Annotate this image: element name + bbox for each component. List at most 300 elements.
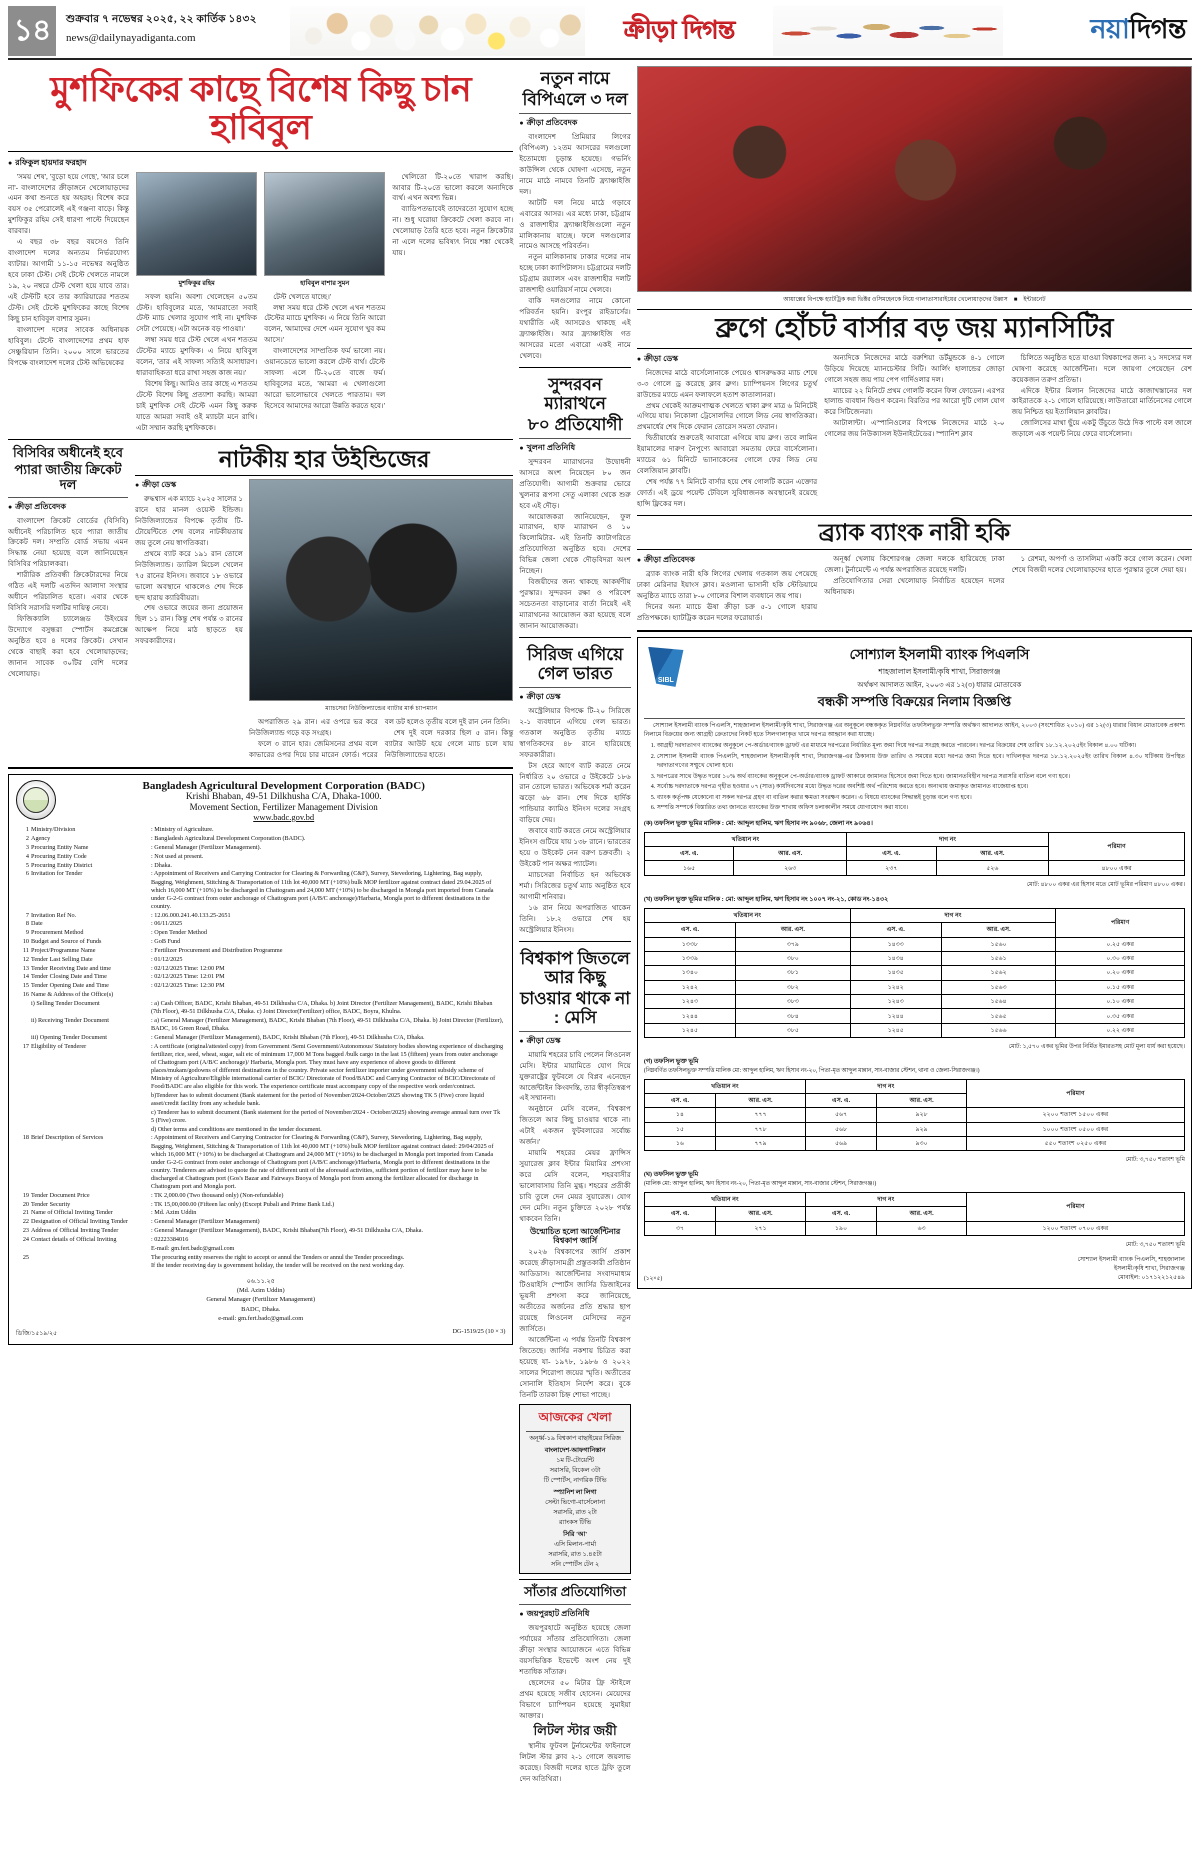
- signature-email: e-mail: gm.fert.badc@gmail.com: [218, 1314, 304, 1322]
- table-cell: ৩৮৪: [736, 1009, 851, 1023]
- table-cell: ১৫৬৬: [941, 1023, 1056, 1037]
- ucl-byline: ● ক্রীড়া ডেস্ক: [637, 353, 817, 366]
- col-head: খতিয়ান নং: [644, 832, 846, 846]
- table-cell: ২৭১: [716, 1221, 806, 1235]
- publication-date: শুক্রবার ৭ নভেম্বর ২০২৫, ২২ কার্তিক ১৪৩২: [66, 14, 257, 25]
- table-header-row: [644, 908, 1184, 922]
- date-block: [56, 6, 286, 56]
- page-content: [0, 60, 1200, 1792]
- col-subhead: এস. এ.: [847, 847, 937, 861]
- col-subhead: আর. এস.: [734, 847, 847, 861]
- tender-row-number: 14: [22, 973, 29, 981]
- table-row: [644, 995, 1184, 1009]
- paragraph: টেস্ট খেলতে যাচ্ছে।': [273, 292, 332, 301]
- paragraph: চিলিতে অনুষ্ঠিত হতে যাওয়া বিশ্বকাপের জন্য ২১ সদস্যের দল ঘোষণা করেছে আর্জেন্টিনা। দলে জায়গা পেয়েছেন বেশ কয়েকজন তরুণ প্রতিভা।: [1011, 353, 1192, 384]
- tender-signature: [16, 1277, 505, 1323]
- tender-row-label: Agency: [31, 835, 51, 843]
- table-cell: ৫৬৮: [805, 1122, 876, 1136]
- paragraph: বিশেষ কিছু। আমিও তার কাছে এ শততম টেস্টে বিশেষ কিছু প্রত্যাশা করছি। আমরা চাই মুশফিক সেই টেস্টে এমন কিছু করুক যাতে আমরা সবাই ওই ম্যাচটা মনে রাখি। এটা সম্মান করছি মুশফিককে।: [136, 380, 258, 432]
- table-cell: ২২০০ শতাংশ ১৫০০ একর: [966, 1108, 1184, 1122]
- marathon-headline-1: সুন্দরবন ম্যারাথনে: [544, 374, 606, 413]
- list-item: 6. সম্পত্তি সম্পর্কে বিস্তারিত তথ্য জানতে ব্যাংকের উক্ত শাখায় অফিস চলাকালীন সময়ে যোগাযোগ করা যাবে।: [657, 804, 1185, 813]
- tender-row: [16, 991, 505, 1000]
- left-column-block: [8, 66, 513, 1784]
- paragraph: দিনের অন্য ম্যাচে ঊষা ক্রীড়া চক্র ৫-১ গোলে হারায় প্রতিপক্ষকে। হ্যাটট্রিক করেন দলের ফরোয়ার্ড।: [636, 602, 818, 622]
- paragraph: ব্র্যাক ব্যাংক নারী হকি লিগের খেলায় গতকাল জয় পেয়েছে ঢাকা মেরিনার ইয়াংস ক্লাব। মওলানা ভাসানী হকি স্টেডিয়ামে অনুষ্ঠিত ম্যাচে তারা ৮-০ গোলের বিশাল ব্যবধানে জয় পায়।: [636, 570, 818, 601]
- paragraph: আটটি দল নিয়ে মাঠে গড়াবে এবারের আসর। এর মধ্যে ঢাকা, চট্টগ্রাম ও রাজশাহীর ফ্র্যাঞ্চাইজিগুলো নতুন মালিকানায় যাচ্ছে। ফলে দলগুলোর নামেও আসছে পরিবর্তন।: [519, 198, 631, 251]
- tender-row: [16, 1244, 505, 1253]
- tender-row-label: Tender Document Price: [31, 1191, 90, 1199]
- india-headline: সিরিজ এগিয়ে গেল ভারত: [527, 644, 624, 683]
- marathon-headline-2: ৮০ প্রতিযোগী: [527, 414, 623, 434]
- table-cell: ৫৬৭: [805, 1108, 876, 1122]
- section-divider: [8, 767, 513, 769]
- hockey-byline: ● ক্রীড়া প্রতিবেদক: [637, 554, 817, 567]
- paragraph: টস হেরে আগে ব্যাট করতে নেমে নির্ধারিত ২০ ওভারে ৫ উইকেটে ১৮৬ রান তোলে ভারত। অভিষেক শর্মা করেন ঝড়ো ৬৮ রান। শেষ দিকে হার্দিক পান্ডিয়ার ক্যামিও ইনিংস দলের সংগ্রহ বাড়িয়ে দেয়।: [519, 761, 631, 825]
- paragraph: বাংলাদেশের সাম্প্রতিক ফর্ম ভালো নয়। ওয়ানডেতে ভালো করলে টেস্ট বার্থ। টেস্টে সাফল্য এলে টি-২০তে বাজে ফর্ম। হাবিবুলের মতে, 'আমরা এ খেলাগুলো আরো ভালোভাবে খেলতে পারতাম। দল হিসেবে আমাদের আরো উন্নতি করতে হবে।': [264, 347, 386, 410]
- windies-byline: ● ক্রীড়া ডেস্ক: [135, 479, 243, 492]
- ucl-col-3: [1012, 353, 1192, 510]
- tender-row-number: 11: [23, 946, 29, 954]
- table-row: [644, 980, 1184, 994]
- col-subhead: আর. এস.: [877, 1207, 967, 1221]
- paragraph: দ্বিতীয়ার্ধের শুরুতেই আবারো এগিয়ে যায় ব্রুগ। তবে লামিন ইয়ামালের দারুণ নৈপুণ্যে আবারো সমতায় ফেরে বার্সেলোনা। ম্যাচের ৬১ মিনিটে ভ্যানাকেনের গোলে ফের লিড নেয় বেলজিয়ান ক্লাবটি।: [636, 434, 818, 476]
- table-header-row: [644, 1079, 1184, 1093]
- messi-byline: ● ক্রীড়া ডেস্ক: [519, 1035, 630, 1048]
- bcb-para-story: [8, 444, 128, 761]
- messi-story: [519, 946, 630, 1401]
- col-subhead: আর. এস.: [877, 1093, 967, 1107]
- tender-row-value: : 02/12/2025 Time: 12:01 PM: [151, 973, 225, 981]
- table-row: [644, 1009, 1184, 1023]
- table-cell: ৭৭৮: [716, 1122, 806, 1136]
- table-cell: ১৩৩৮: [644, 937, 735, 951]
- right-column-block: [637, 66, 1192, 1784]
- tender-row-label: Date: [31, 920, 43, 928]
- tender-row-label: Budget and Source of Funds: [31, 938, 102, 946]
- paragraph: নিজেদের মাঠে বার্সেলোনাকে পেয়েও শ্বাসরুদ্ধকর ম্যাচ শেষে ৩-৩ গোলে ড্র করেছে ক্লাব ব্রুগ। চ্যাম্পিয়নস লিগের চতুর্থ রাউন্ডের ম্যাচে এমন ফলাফলে হতাশ কাতালানরা।: [636, 368, 818, 399]
- col-subhead: আর. এস.: [736, 923, 851, 937]
- tender-row-number: [16, 1091, 31, 1108]
- table-cell: ১৪৩৩: [850, 937, 941, 951]
- tender-row-value: : Md. Azim Uddin: [151, 1209, 197, 1217]
- tender-row-value: E-mail: gm.fert.badc@gmail.com: [151, 1244, 235, 1252]
- col-subhead: এস. এ.: [644, 847, 734, 861]
- table-cell: ০.১০ একর: [1056, 995, 1185, 1009]
- paragraph: জবাবে ব্যাট করতে নেমে অস্ট্রেলিয়ার ইনিংস গুটিয়ে যায় ১৩৮ রানে। ভারতের হয়ে ৩ উইকেট নেন বরুণ চক্রবর্তী। ২ উইকেট পান অক্ষর প্যাটেল।: [519, 827, 631, 869]
- paper-logo-part2: দিগন্ত: [1129, 13, 1186, 44]
- auction-table-1: [644, 832, 1185, 876]
- messi-headline-1: বিশ্বকাপ জিতলে আর কিছু: [520, 948, 630, 987]
- tender-row-label: [31, 1125, 151, 1134]
- table-cell: ১৪৩৪: [850, 951, 941, 965]
- paragraph: অনুষ্ঠানে মেসি বলেন, 'বিশ্বকাপ জিতলে আর কিছু চাওয়ার থাকে না। এটাই একজন ফুটবলারের সর্বোচ্চ অর্জন।': [519, 1105, 631, 1147]
- auction-table-3-title: (গ) তফসিল ভুক্ত ভূমি: [643, 1058, 699, 1066]
- paragraph: ম্যাচসেরা নির্বাচিত হন অভিষেক শর্মা। সিরিজের চতুর্থ ম্যাচ অনুষ্ঠিত হবে আগামী শনিবার।: [519, 870, 631, 901]
- lead-col-2: [136, 172, 257, 434]
- sibl-sign-phone: মোবাইল: ০১৭১২২১২৫৪৯: [1117, 1275, 1185, 1282]
- table-cell: ১৪: [644, 1108, 715, 1122]
- table-cell: ৫২৬: [936, 861, 1049, 875]
- paragraph: ফলে ৩ রানে হার। জেমিসনের প্রথম বলে কাভারের ওপর দিয়ে চার মারেন ফোর্ড। পরের বল ডট হলেও তৃতীয় বলে দুই রান নেন তিনি।: [249, 718, 510, 759]
- tender-row-value: : TK 2,000.00 (Two thousand only) (Non-refundable): [151, 1191, 284, 1199]
- tender-row-number: 19: [22, 1191, 29, 1199]
- tender-division: Movement Section, Fertilizer Management Division: [189, 801, 378, 812]
- tender-row-number: 1: [25, 826, 29, 834]
- tender-address: Krishi Bhaban, 49-51 Dilkhusha C/A, Dhaka-1000.: [185, 791, 382, 802]
- lead-story: [8, 66, 513, 434]
- tender-row-number: 17: [22, 1042, 29, 1050]
- ucl-col-1: [637, 353, 817, 510]
- auction-table-4: [644, 1192, 1185, 1236]
- paragraph: আয়োজকরা জানিয়েছেন, ফুল ম্যারাথন, হাফ ম্যারাথন ও ১০ কিলোমিটার- এই তিনটি ক্যাটাগরিতে প্রতিযোগিতা অনুষ্ঠিত হবে। দেশের বিভিন্ন জেলা থেকে দৌড়বিদরা অংশ নিচ্ছেন।: [519, 512, 631, 576]
- game-line: সনি স্পোর্টস টেন ২: [551, 1560, 600, 1568]
- col-subhead: এস. এ.: [805, 1093, 876, 1107]
- tender-row-number: 12: [22, 955, 29, 963]
- badc-logo-icon: [16, 780, 56, 820]
- tender-row-number: 2: [25, 835, 29, 843]
- paragraph: অস্ট্রেলিয়ার বিপক্ষে টি-২০ সিরিজে ২-১ ব্যবধানে এগিয়ে গেল ভারত। গতকাল অনুষ্ঠিত তৃতীয় ম্যাচে স্বাগতিকদের ৪৮ রানে হারিয়েছে সফরকারীরা।: [519, 706, 631, 759]
- tender-row-label: Invitation for Tender: [31, 870, 83, 878]
- paragraph: মায়ামি শহরের চাবি পেলেন লিওনেল মেসি। ইন্টার মায়ামিতে যোগ দিয়ে যুক্তরাষ্ট্রের ফুটবলে যে বিপ্লব এনেছেন আর্জেন্টাইন কিংবদন্তি, তার স্বীকৃতিস্বরূপ এই সম্মাননা।: [519, 1050, 631, 1103]
- game-line: র‍্যাংকস টিভি: [559, 1518, 592, 1526]
- tender-row: [16, 911, 505, 920]
- paragraph: প্রথম থেকেই আক্রমণাত্মক খেলতে থাকা ব্রুগ মাত্র ৬ মিনিটেই এগিয়ে যায়। নিকোলা ট্রেসোলদির গোলে লিড নেয় স্বাগতিকরা। প্রথমার্ধের শেষ দিকে ফেরান তোরেস সমতা ফেরান।: [636, 401, 818, 432]
- tender-row: [16, 947, 505, 956]
- paragraph: বাংলাদেশ প্রিমিয়ার লিগের (বিপিএল) ১২তম আসরের দলগুলো ইতোমধ্যে চূড়ান্ত হয়েছে। গভর্নিং কাউন্সিল থেকে ঘোষণা এসেছে, নতুন নামে মাঠে নামবে তিনটি ফ্র্যাঞ্চাইজি দল।: [519, 133, 631, 196]
- football-photo-caption-row: [637, 292, 1192, 305]
- signature-org: BADC, Dhaka.: [241, 1305, 281, 1313]
- table-cell: ১৬: [644, 1137, 715, 1151]
- tender-row-value: : 12.06.000.241.40.133.25-2651: [151, 911, 231, 919]
- game-line: সরাসরি, রাত ২টা: [553, 1508, 597, 1516]
- paragraph: শারীরিক প্রতিবন্ধী ক্রিকেটারদের নিয়ে গঠিত এই দলটি এতদিন আলাদা সংস্থার অধীনে পরিচালিত হতো। এবার থেকে বিসিবি সরাসরি দলটির দায়িত্ব নেবে।: [8, 571, 128, 613]
- tender-row-label: Brief Description of Services: [31, 1134, 104, 1142]
- tender-row-value: : Open Tender Method: [151, 929, 207, 937]
- tender-row: [16, 982, 505, 991]
- tender-row-value: : General Manager (Fertilizer Management), BADC, Krishi Bhaban(7th Floor), 49-51 Dilkhusha C/A, Dhaka.: [151, 1227, 424, 1235]
- table-cell: ০.২২ একর: [1056, 1023, 1185, 1037]
- game-line: ১ম টি-টোয়েন্টি: [556, 1457, 595, 1465]
- tender-row: [16, 1042, 505, 1091]
- paragraph: ব্যাডিপতভাবেই তাদেরতো সুযোগ হচ্ছে না। শুধু ঘরোয়া ক্রিকেটে খেলা করবে না। খেলোয়াড় তৈরি হতে হবে। নতুন ক্রিকেটার না এলে দলের ভবিষ্যৎ নিয়ে শঙ্কা থেকেই যায়।: [392, 205, 514, 258]
- tender-row-value: : GoB Fund: [151, 938, 181, 946]
- table-cell: ৬৩: [877, 1221, 967, 1235]
- swim-headline: সাঁতার প্রতিযোগিতা: [524, 1584, 627, 1600]
- table-cell: ১৬৫: [644, 861, 734, 875]
- paragraph: বিজয়ীদের জন্য থাকছে আকর্ষণীয় পুরস্কার। সুন্দরবন রক্ষা ও পরিবেশ সচেতনতা বাড়ানোর বার্তা নিয়েই এই ম্যারাথনের আয়োজন করা হয়েছে বলে জানান আয়োজকরা।: [519, 578, 631, 630]
- tender-row-number: 25: [22, 1253, 29, 1261]
- table-cell: ১২৪৩: [644, 995, 735, 1009]
- tender-row: [16, 1209, 505, 1218]
- bcb-para-byline: ● ক্রীড়া প্রতিবেদক: [8, 501, 128, 514]
- tender-row-label: [31, 1262, 151, 1271]
- tender-row-number: 3: [25, 843, 29, 851]
- paragraph: বাংলাদেশ দলের সাবেক অধিনায়ক হাবিবুল। টেস্টে বাংলাদেশের প্রথম হাফ সেঞ্চুরিয়ান তিনি। ২০০০ সালে ভারতের বিপক্ষে বাংলাদেশ দলের টেস্ট অভিষেকের: [8, 325, 130, 367]
- tender-row: [16, 1191, 505, 1200]
- table-cell: ১৩৪০: [644, 966, 735, 980]
- tender-ref-english: DG-1519/25 (10 × 3): [452, 1328, 506, 1336]
- sibl-signature: [1078, 1256, 1185, 1283]
- col-subhead: আর. এস.: [716, 1093, 806, 1107]
- hockey-col-3: [1012, 554, 1192, 624]
- game-line: অনূর্ধ্ব-১৯ বিশ্বকাপ বাছাইয়ের সিরিজ: [529, 1435, 621, 1443]
- sibl-sign-org: সোশ্যাল ইসলামী ব্যাংক পিএলসি, শাহজালাল: [1077, 1256, 1185, 1263]
- col-head: খতিয়ান নং: [644, 1079, 805, 1093]
- tender-row: [16, 1235, 505, 1244]
- tender-row-value: : Fertilizer Procurement and Distribution Programme: [151, 946, 283, 954]
- col-head: পরিমাণ: [1049, 832, 1185, 861]
- tender-row-number: 13: [22, 964, 29, 972]
- page-number: ১৪: [8, 6, 56, 56]
- tender-row-number: [16, 1033, 31, 1042]
- athletes-banner-image: [773, 6, 1003, 56]
- tender-row: [16, 861, 505, 870]
- tender-row-value: : 01/12/2025: [151, 955, 183, 963]
- tender-row-value: The procuring entity reserves the right to accept or annul the Tenders or annul the Tender proceedings.: [151, 1253, 405, 1261]
- tender-row-number: 4: [25, 852, 29, 860]
- list-item: 3. দরপত্রের সাথে উদ্ধৃত দরের ১০% অর্থ ব্যাংকের অনুকূলে পে-অর্ডার/ব্যাংক ড্রাফট আকারে জামানত হিসেবে জমা দিতে হবে। জামানতবিহীন দরপত্র সরাসরি বাতিল বলে গণ্য হবে।: [657, 773, 1185, 782]
- tender-row-value: : Dhaka.: [151, 861, 172, 869]
- table-cell: ১৪৩৫: [850, 966, 941, 980]
- signature-title: General Manager (Fertilizer Management): [206, 1296, 316, 1304]
- lead-col-3: [264, 172, 385, 434]
- table-cell: ৩৭৯: [736, 937, 851, 951]
- windies-story: [135, 444, 513, 761]
- table-cell: ১৫: [644, 1122, 715, 1136]
- tender-details-table: [16, 826, 505, 1271]
- tender-row-label: Name & Address of the Office(s): [31, 991, 114, 999]
- tender-row-label: Procuring Entity District: [31, 861, 93, 869]
- tender-row: [16, 920, 505, 929]
- tender-row: [16, 1091, 505, 1108]
- tender-row-number: 23: [22, 1227, 29, 1235]
- tender-row: [16, 1227, 505, 1236]
- table-cell: ০.৩০ একর: [1056, 951, 1185, 965]
- todays-games-title: আজকের খেলা: [538, 1410, 612, 1425]
- tender-row-number: 21: [22, 1209, 29, 1217]
- auction-table-4-note-top: (মালিক মো: আব্দুল হালিম, ঋণ হিসাব নং-২০, পিতা-মৃত আব্দুল মান্নান, সাং-বাজার স্টেশন, সিরাজগঞ্জ।): [643, 1181, 877, 1188]
- col-head: পরিমাণ: [966, 1079, 1184, 1108]
- paper-logo-part1: নয়া: [1090, 13, 1130, 44]
- table-row: [644, 966, 1184, 980]
- tender-row-label: Name of Official Inviting Tender: [31, 1209, 113, 1217]
- tender-row-label: Tender Opening Date and Time: [31, 982, 109, 990]
- windies-headline: নাটকীয় হার উইন্ডিজের: [218, 445, 430, 472]
- lead-col-1: [8, 172, 129, 434]
- paragraph: বাকি দলগুলোর নামে কোনো পরিবর্তন হয়নি। রংপুর রাইডার্সের। যথারীতি এই আসরেও থাকছে এই ফ্র্যাঞ্চাইজি। আর ফ্র্যাঞ্চাইজি গত আসরের মতো এবারো একই নামে খেলবে।: [519, 297, 631, 360]
- table-row: [644, 1221, 1184, 1235]
- table-row: [644, 1023, 1184, 1037]
- table-cell: ৩৮৫: [736, 1023, 851, 1037]
- table-row: [644, 937, 1184, 951]
- tender-row-label: Ministry/Division: [31, 826, 76, 834]
- hockey-body-columns: [637, 554, 1192, 624]
- windies-photo-caption: ম্যাচসেরা নিউজিল্যান্ডের ব্যাটার মার্ক চ্যাপম্যান: [325, 705, 438, 713]
- tender-row: [16, 929, 505, 938]
- paragraph: শেষ পর্যন্ত ৭৭ মিনিটে বার্সার হয়ে শেষ গোলটি করেন এক্তোর ফোর্ত। এই ড্রয়ে পয়েন্ট টেবিলে সুবিধাজনক অবস্থানেই রয়েছে হান্সি ফ্লিকের দল।: [636, 478, 818, 508]
- tender-row-value: : a) Cash Officer, BADC, Krishi Bhaban, 49-51 Dilkhusha C/A, Dhaka. b) Joint Director (Fertilizer Management), BADC, Krishi Bhaban (7th Floor), 49-51 Dilkhusha C/A, Dhaka. c) Joint Director(Fertilizer) office, BADC, Boyra, Khulna.: [151, 999, 493, 1016]
- table-cell: ৯৩০: [877, 1137, 967, 1151]
- table-cell: ১২৪২: [850, 980, 941, 994]
- auction-table-2-note: মোট: ১,৫৭০ একর ভূমির উপর নির্মিত ইমারতসহ মোট মূল্য ধার্য করা হয়েছে।: [1008, 1044, 1185, 1051]
- col-head: দাগ নং: [805, 1192, 966, 1206]
- tender-row: [16, 1200, 505, 1209]
- table-cell: ৫৫০ শতাংশ ০২৫০ একর: [966, 1137, 1184, 1151]
- tender-row: [16, 938, 505, 947]
- col-subhead: এস. এ.: [644, 1207, 715, 1221]
- windies-col-left: [135, 479, 243, 761]
- tender-row: [16, 1218, 505, 1227]
- tender-row-number: 18: [22, 1134, 29, 1142]
- sports-balls-banner-image: [290, 6, 585, 56]
- lead-byline: ● রফিকুল হায়দার ফরহাদ: [8, 157, 513, 172]
- auction-table-1-title: (ক) তফসিল ভুক্ত ভূমির মালিক : মো: আব্দুল হালিম, ঋণ হিসাব নং ৯০৬৮, জেলা নং ৯০৬৪।: [643, 819, 873, 827]
- tender-row-value: : General Manager (Fertilizer Management).: [151, 843, 262, 851]
- table-cell: ৩৭: [644, 1221, 715, 1235]
- tender-row: [16, 1134, 505, 1191]
- tender-row: [16, 1108, 505, 1125]
- paragraph: শেষ ওভারে জয়ের জন্য প্রয়োজন ছিল ১১ রান। কিন্তু শেষ পর্যন্ত ৩ রানের আক্ষেপ নিয়ে মাঠ ছাড়তে হয় সফরকারীদের।: [135, 604, 243, 646]
- table-cell: ৩৮৩: [736, 995, 851, 1009]
- table-cell: ৯২৯: [877, 1122, 967, 1136]
- tender-row-number: 9: [25, 929, 29, 937]
- tender-row-number: [16, 1000, 31, 1017]
- tender-row-label: iii) Opening Tender Document: [31, 1033, 107, 1041]
- auction-table-3-note-top: (নিম্নবর্ণিত তফসিলভুক্ত সম্পত্তি মালিক মো: আব্দুল হালিম, ঋণ হিসাব নং-২০, পিতা-মৃত আব্দুল মান্নান, সাং-বাজার স্টেশন, থানা ও জেলা-সিরাজগঞ্জ।): [643, 1068, 980, 1075]
- tender-org-name: Bangladesh Agricultural Development Corporation (BADC): [142, 779, 425, 792]
- section-logo: ক্রীড়া দিগন্ত: [623, 15, 735, 44]
- list-item: 5. ব্যাংক কর্তৃপক্ষ যেকোনো বা সকল দরপত্র গ্রহণ বা বাতিল করার ক্ষমতা সংরক্ষণ করেন। এ বিষয়ে ব্যাংকের সিদ্ধান্তই চূড়ান্ত বলে গণ্য হবে।: [657, 794, 1185, 803]
- tender-row-value: : TK 15,00,000.00 (Fifteen lac only) (Except Pubali and Prime Bank Ltd.): [151, 1200, 335, 1208]
- tender-row-number: 10: [22, 938, 29, 946]
- tender-row-value: : Appointment of Receivers and Carrying Contractor for Clearing & Forwarding (C&F), Survey, Stevedoring, Lightering, Bag supply, Bagging, Weighment, Stitching & Transportation of 11th lot 40,000 MT (+10%) bulk MOP fertilizer against contract dated 29.04.2025 of which 16,000 MT (+10%) to be discharged in Chattogram and 24,000 MT (+10%) to be discharged in Mongla port imported from Canada under G-2-G contract from outer anchorage of Chattogram port (A/B/C anchorage)/Harbaria, Mongla port to different destinations in the country.: [151, 870, 494, 910]
- game-section-title: সিরি 'আ': [563, 1530, 588, 1538]
- col-head: দাগ নং: [805, 1079, 966, 1093]
- paragraph: লম্বা সময় ধরে টেস্ট খেলে এখন শততম টেস্টের ম্যাচে মুশফিক। এ নিয়ে তিনি আরো বলেন, 'আমাদের দেশে এমন সুযোগ খুব কম আসে।': [264, 303, 386, 345]
- tender-row-value: : 02/12/2025 Time: 12:30 PM: [151, 982, 225, 990]
- table-cell: ১৯০: [805, 1221, 876, 1235]
- tender-row: [16, 1125, 505, 1134]
- table-cell: ০.১৫ একর: [1056, 980, 1185, 994]
- bcb-para-headline-1: বিসিবির অধীনেই হবে: [13, 444, 123, 460]
- windies-photo-block: [249, 479, 513, 761]
- tender-row-number: 6: [25, 870, 29, 878]
- swim-byline: ● জয়পুরহাট প্রতিনিধি: [519, 1608, 630, 1621]
- bpl-byline: ● ক্রীড়া প্রতিবেদক: [519, 117, 630, 130]
- hockey-col-2: [824, 554, 1004, 624]
- paragraph: বাংলাদেশ ক্রিকেট বোর্ডের (বিসিবি) অধীনেই পরিচালিত হবে প্যারা জাতীয় ক্রিকেট দল। সম্প্রতি বোর্ড সভায় এমন সিদ্ধান্ত নেয়া হয়েছে বলে জানিয়েছেন বিসিবির পরিচালকরা।: [8, 516, 128, 569]
- paragraph: ১ রেশমা, অপর্ণা ও তাসলিমা একটি করে গোল করেন। খেলা শেষে বিজয়ী দলের খেলোয়াড়দের হাতে পুরস্কার তুলে দেয়া হয়।: [1011, 555, 1192, 575]
- table-cell: ০.৩৫ একর: [1056, 1009, 1185, 1023]
- table-row: [644, 1108, 1184, 1122]
- tender-row-label: Contact details of Official Inviting: [31, 1235, 117, 1243]
- tender-row-value: : 02223384016: [151, 1235, 189, 1243]
- tender-row-value: d) Other terms and conditions are mentioned in the tender document.: [151, 1125, 322, 1133]
- tender-row-label: [31, 1108, 151, 1125]
- marathon-byline: ● খুলনা প্রতিনিধি: [519, 442, 630, 455]
- auction-table-2-title: (খ) তফসিল ভুক্ত ভূমির মালিক : মো: আব্দুল হালিম, ঋণ হিসাব নং ১০০৭ নং-২১, কোড নং-১৪৩২: [643, 895, 889, 903]
- marathon-story: [519, 372, 630, 632]
- table-cell: ১২৪২: [644, 980, 735, 994]
- ucl-body-columns: [637, 353, 1192, 510]
- sibl-bank-name: সোশ্যাল ইসলামী ব্যাংক পিএলসি: [849, 645, 1030, 662]
- table-cell: ১৫৬০: [941, 937, 1056, 951]
- tender-row-number: 5: [25, 861, 29, 869]
- auction-table-3: [644, 1079, 1185, 1152]
- sibl-sign-branch: ইসলামী/কৃষি শাখা, সিরাজগঞ্জ: [1114, 1266, 1185, 1273]
- game-line: এসি মিলান-পার্মা: [554, 1540, 597, 1548]
- tender-row-value: : 02/12/2025 Time: 12:00 PM: [151, 964, 225, 972]
- col-subhead: এস. এ.: [805, 1207, 876, 1221]
- paragraph: সুন্দরবন ম্যারাথনের উদ্বোধনী আসরে অংশ নিয়েছেন ৮০ জন প্রতিযোগী। আগামী শুক্রবার ভোরে খুলনার রূপসা সেতু এলাকা থেকে শুরু হবে এই দৌড়।: [519, 457, 631, 510]
- lead-body-columns: [8, 172, 513, 434]
- portrait-habibul-photo: [264, 172, 385, 276]
- sibl-logo-icon: [644, 647, 688, 687]
- col-subhead: এস. এ.: [850, 923, 941, 937]
- table-cell: ০.২০ একর: [1056, 966, 1185, 980]
- tender-row-label: Invitation Ref No.: [31, 911, 77, 919]
- table-row: [644, 1122, 1184, 1136]
- table-cell: ৩৮০: [736, 951, 851, 965]
- paragraph: অনূর্ধ্ব খেলায় কিশোরগঞ্জ জেলা দলকে হারিয়েছে ঢাকা জেলা। টুর্নামেন্টে এ পর্যন্ত অপরাজিত রয়েছে দলটি।: [824, 555, 1005, 575]
- tender-row-number: 22: [22, 1218, 29, 1226]
- sibl-clause-list: [644, 742, 1185, 813]
- tender-row-label: i) Selling Tender Document: [31, 999, 100, 1007]
- signature-date: ০৬.১১.২৫: [246, 1277, 275, 1285]
- paragraph: লম্বা সময় ধরে টেস্ট খেলে এখন শততম টেস্টের ম্যাচে মুশফিক। এ নিয়ে হাবিবুল বলেন, 'তার এই সাফল্য সত্যিই অসাধারণ। ধারাবাহিকতা ধরে রাখা সহজ কাজ নয়।': [136, 336, 258, 378]
- table-cell: ১৫৬২: [941, 966, 1056, 980]
- tender-row-number: [16, 1244, 31, 1253]
- tender-row-number: 8: [25, 920, 29, 928]
- col-head: দাগ নং: [850, 908, 1056, 922]
- bpl-headline-1: নতুন নামে: [540, 69, 610, 88]
- todays-games-box: [519, 1404, 630, 1574]
- middle-column-block: [519, 66, 630, 1784]
- paragraph: অপরাজিত ২৯ রান। এর ওপরে ভর করে নিউজিল্যান্ড গড়ে বড় সংগ্রহ।: [249, 718, 378, 738]
- table-cell: ৯২৮: [877, 1108, 967, 1122]
- masthead: [0, 0, 1200, 56]
- tender-row: [16, 1016, 505, 1033]
- tender-row-label: Tender Last Selling Date: [31, 955, 93, 963]
- tender-row: [16, 1253, 505, 1262]
- sibl-ref: (১২×৫): [643, 1275, 663, 1282]
- col-head: দাগ নং: [847, 832, 1049, 846]
- game-line: সেল্টা ভিগো-বার্সেলোনা: [545, 1498, 606, 1506]
- contact-email: news@dailynayadiganta.com: [66, 32, 196, 44]
- tender-row-number: [16, 1108, 31, 1125]
- paragraph: অন্যদিকে নিজেদের মাঠে বরুশিয়া ডর্টমুন্ডকে ৪-১ গোলে উড়িয়ে দিয়েছে ম্যানচেস্টার সিটি। আর্লিং হালান্ডের জোড়া গোলে সহজ জয় পায় পেপ গার্দিওলার দল।: [824, 353, 1005, 384]
- tender-row-value: : A certificate (original/attested copy) from Government /Semi Government/Autonomous/ Statutory bodies showing experience of discharging fertilizer, rice, seed, wheat, sugar, salt etc of minimum 17,000 M Tons bagged /bulk cargo in the last 15 (fifteen) years from outer anchorage of Chattogram port (A/B/C anchorage)/ Harbaria, Mongla port. They must have any experience of above goods to different places/mukam/godowns of different destinations in the country. Private sector fertilizer importer under government subsidy scheme of Ministry of Agriculture/Eligible international carrier of BCIC/ Directorate of Food/BADC and Carrying Contractor of BCIC/Directorate of Food/BADC are also eligible for this work. The experience certificate must accompany copy of the respective work order/contract.: [151, 1042, 504, 1090]
- tender-row: [16, 826, 505, 835]
- india-byline: ● ক্রীড়া ডেস্ক: [519, 691, 630, 704]
- game-line: টি স্পোর্টস, নাগরিক টিভি: [543, 1477, 607, 1485]
- tender-row-label: Procuring Entity Name: [31, 843, 89, 851]
- tender-row-label: Procuring Entity Code: [31, 852, 87, 860]
- paragraph: ফিজিক্যালি চ্যালেঞ্জড উইংয়ের উদ্যোগে বসুন্ধরা স্পোর্টস কমপ্লেক্সে অনুষ্ঠিত হবে ৪ দলের ক্রিকেট। সেখান থেকে বাছাই করা হবে খেলোয়াড়দের; জানান সাবেক ৩০টির বেশি দলের খেলোয়াড়।: [8, 615, 128, 678]
- tender-row: [16, 1262, 505, 1271]
- tender-row-number: [16, 1125, 31, 1134]
- table-cell: ১২৪৫: [644, 1023, 735, 1037]
- paragraph: জয়পুরহাটে অনুষ্ঠিত হয়েছে জেলা পর্যায়ের সাঁতার প্রতিযোগিতা। জেলা ক্রীড়া সংস্থার আয়োজনে এতে বিভিন্ন বয়সভিত্তিক ইভেন্টে অংশ নেয় দুই শতাধিক সাঁতারু।: [519, 1624, 631, 1677]
- list-item: 1. আগ্রহী দরদাতাগণ ব্যাংকের অনুকূলে পে-অর্ডার/ব্যাংক ড্রাফট এর মাধ্যমে দরপত্রের নির্ধারিত মূল্য জমা দিয়ে দরপত্র সংগ্রহ করতে পারবেন। দরপত্র বিক্রয়ের শেষ তারিখ ১৮.১২.২০২৫ইং বিকাল ৪.০০ ঘটিকা।: [657, 742, 1185, 751]
- col-subhead: আর. এস.: [936, 847, 1049, 861]
- portrait-mushfiqur-caption: মুশফিকুর রহিম: [178, 279, 215, 287]
- bcb-para-headline-2: প্যারা জাতীয় ক্রিকেট দল: [14, 461, 122, 492]
- tender-row-label: Eligibility of Tenderer: [31, 1042, 87, 1050]
- paragraph: ২০২৬ বিশ্বকাপের জার্সি প্রকাশ করেছে ক্রীড়াসামগ্রী প্রস্তুতকারী প্রতিষ্ঠান আডিডাস। আর্জেন্টিনার সংবাদমাধ্যম টিওয়াইসি স্পোর্টস জার্সির ডিজাইনের ভূয়সী প্রশংসা করে জানিয়েছে, অতীতের অর্জনের প্রতি শ্রদ্ধার ছাপ রয়েছে লিওনেল মেসিদের নতুন জার্সিতে।: [519, 1248, 631, 1333]
- paragraph: প্রথমে ব্যাট করে ১৯১ রান তোলে নিউজিল্যান্ড। ড্যারিল মিচেল খেলেন ৭৫ রানের ইনিংস। জবাবে ১৮ ওভারে ভালো অবস্থানে থাকলেও শেষ দিকে ছন্দ হারায় ক্যারিবীয়রা।: [135, 549, 243, 602]
